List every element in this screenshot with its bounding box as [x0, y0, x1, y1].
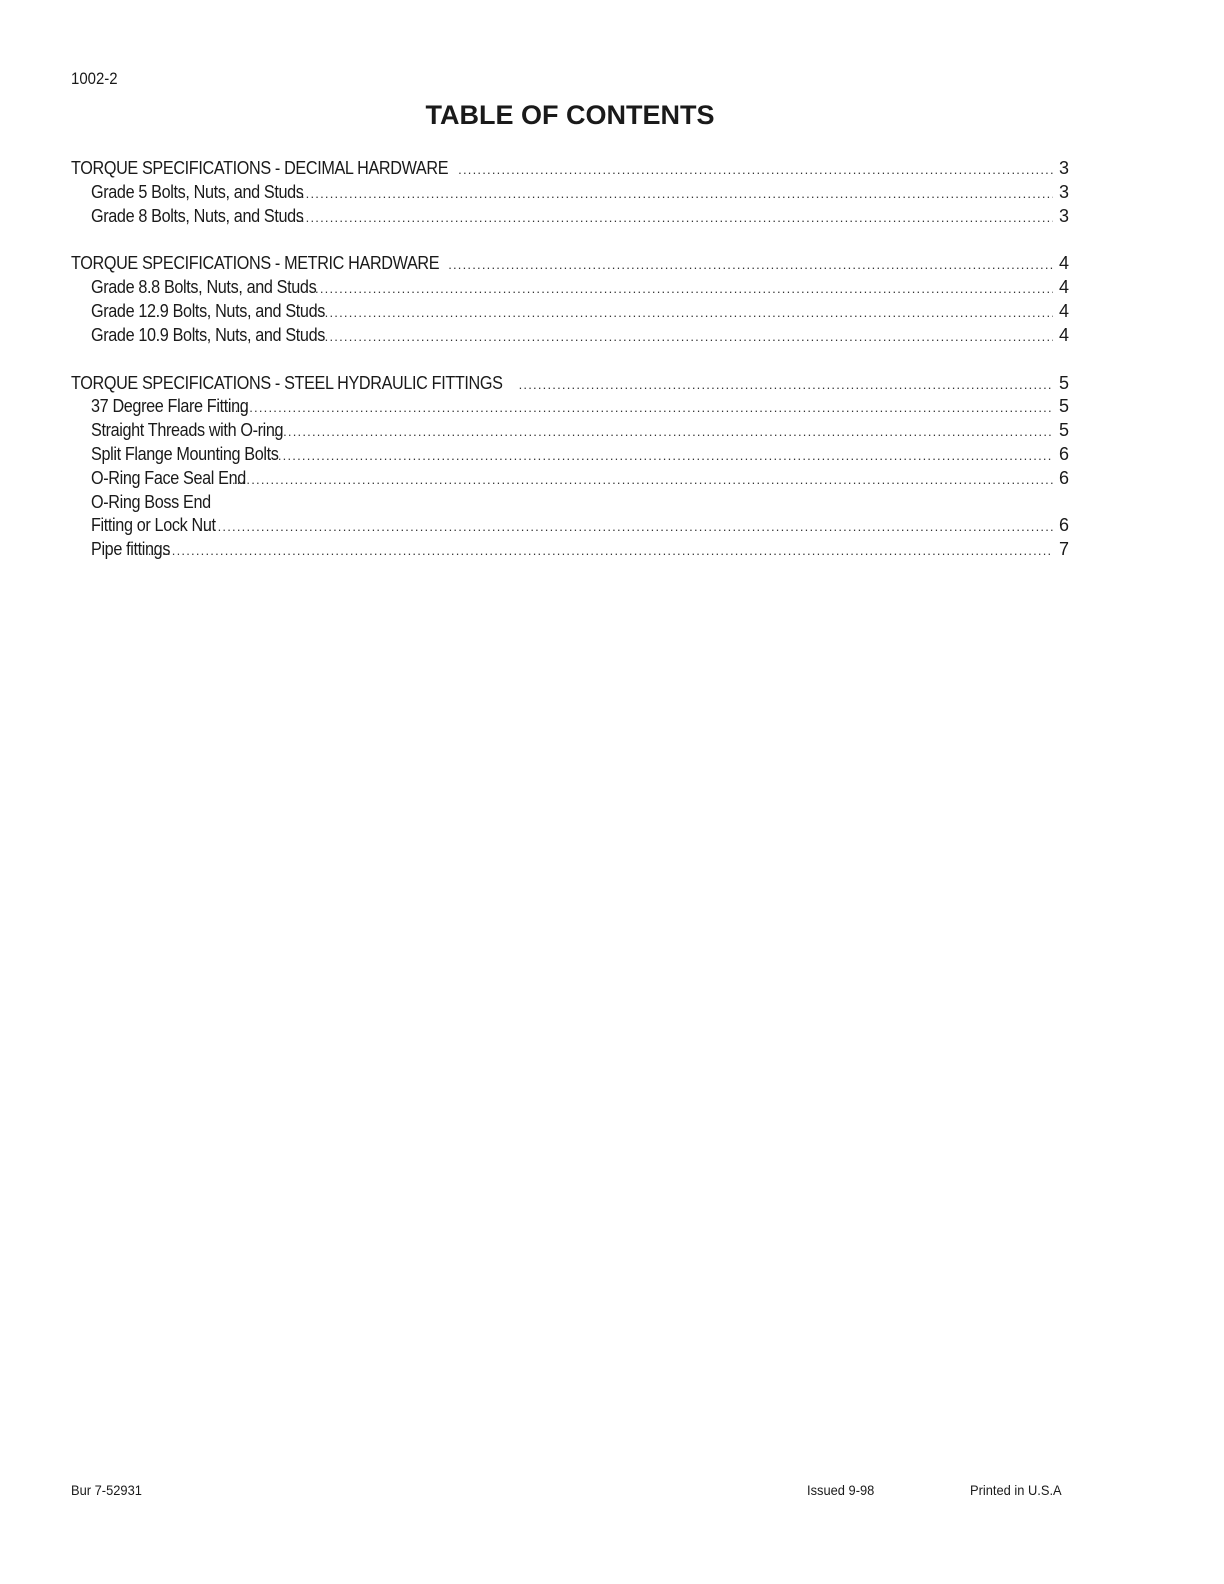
toc-entry[interactable]	[71, 491, 1069, 515]
toc-entry[interactable]	[71, 252, 1069, 276]
toc-entry[interactable]	[71, 372, 1069, 396]
toc-entry-label: TORQUE SPECIFICATIONS - DECIMAL HARDWARE	[71, 158, 449, 178]
toc-entry-page: 3	[1058, 158, 1069, 178]
dot-leader	[519, 373, 1053, 397]
toc-entry-page: 5	[1058, 420, 1069, 441]
toc-entry-page: 5	[1058, 396, 1069, 417]
toc-entry-label: Grade 8 Bolts, Nuts, and Studs	[91, 205, 304, 226]
dot-leader	[268, 444, 1053, 468]
toc-section-steel-hydraulic-fittings	[71, 372, 1069, 562]
toc-entry[interactable]	[71, 514, 1069, 538]
toc-entry[interactable]	[71, 467, 1069, 491]
footer-doc-number: Bur 7-52931	[71, 1482, 142, 1498]
dot-leader	[310, 277, 1053, 301]
toc-section-metric-hardware	[71, 252, 1069, 347]
dot-leader	[448, 253, 1053, 277]
table-of-contents	[71, 157, 1069, 586]
dot-leader	[296, 206, 1053, 230]
toc-entry-label: TORQUE SPECIFICATIONS - STEEL HYDRAULIC FITTINGS	[71, 372, 503, 393]
dot-leader	[198, 515, 1053, 539]
toc-section-decimal-hardware	[71, 157, 1069, 228]
toc-entry[interactable]	[71, 443, 1069, 467]
toc-entry[interactable]	[71, 324, 1069, 348]
toc-entry[interactable]	[71, 419, 1069, 443]
toc-entry-page: 6	[1058, 467, 1069, 488]
toc-entry-label: Grade 12.9 Bolts, Nuts, and Studs	[91, 300, 325, 321]
toc-entry-label: Pipe fittings	[91, 539, 171, 560]
toc-entry-label: TORQUE SPECIFICATIONS - METRIC HARDWARE	[71, 253, 440, 274]
page-title: TABLE OF CONTENTS	[425, 100, 715, 130]
toc-entry-label: Grade 8.8 Bolts, Nuts, and Studs	[91, 277, 317, 298]
toc-entry-label: Grade 5 Bolts, Nuts, and Studs	[91, 181, 304, 202]
toc-entry-label: Split Flange Mounting Bolts	[91, 443, 279, 464]
toc-entry[interactable]	[71, 157, 1069, 181]
toc-entry-page: 3	[1058, 181, 1069, 202]
toc-entry[interactable]	[71, 276, 1069, 300]
toc-entry[interactable]	[71, 300, 1069, 324]
toc-entry-page: 6	[1058, 515, 1069, 536]
toc-entry-page: 6	[1058, 443, 1069, 464]
dot-leader	[296, 182, 1053, 206]
toc-entry-page: 3	[1058, 205, 1069, 226]
toc-entry-page: 4	[1058, 324, 1069, 345]
toc-entry[interactable]	[71, 538, 1069, 562]
toc-entry-page: 4	[1058, 300, 1069, 321]
toc-entry-page: 4	[1058, 277, 1069, 298]
toc-entry[interactable]	[71, 395, 1069, 419]
dot-leader	[458, 158, 1053, 182]
dot-leader	[232, 468, 1053, 492]
dot-leader	[235, 396, 1053, 420]
toc-entry-label: Straight Threads with O-ring	[91, 420, 284, 441]
toc-entry-label: O-Ring Face Seal End	[91, 467, 246, 488]
toc-entry-label: Grade 10.9 Bolts, Nuts, and Studs	[91, 324, 325, 345]
toc-entry[interactable]	[71, 205, 1069, 229]
footer-issued: Issued 9-98	[807, 1482, 875, 1498]
page-number: 1002-2	[71, 69, 118, 88]
dot-leader	[320, 325, 1053, 349]
dot-leader	[148, 539, 1053, 563]
toc-entry-page: 4	[1058, 253, 1069, 274]
toc-entry[interactable]	[71, 181, 1069, 205]
dot-leader	[273, 420, 1053, 444]
footer-printed: Printed in U.S.A	[970, 1482, 1062, 1498]
toc-entry-page: 7	[1058, 539, 1069, 560]
toc-entry-label: 37 Degree Flare Fitting	[91, 396, 249, 417]
toc-entry-label: Fitting or Lock Nut	[91, 515, 216, 536]
toc-entry-label: O-Ring Boss End	[91, 491, 211, 512]
dot-leader	[320, 301, 1053, 325]
toc-entry-page: 5	[1058, 372, 1069, 393]
